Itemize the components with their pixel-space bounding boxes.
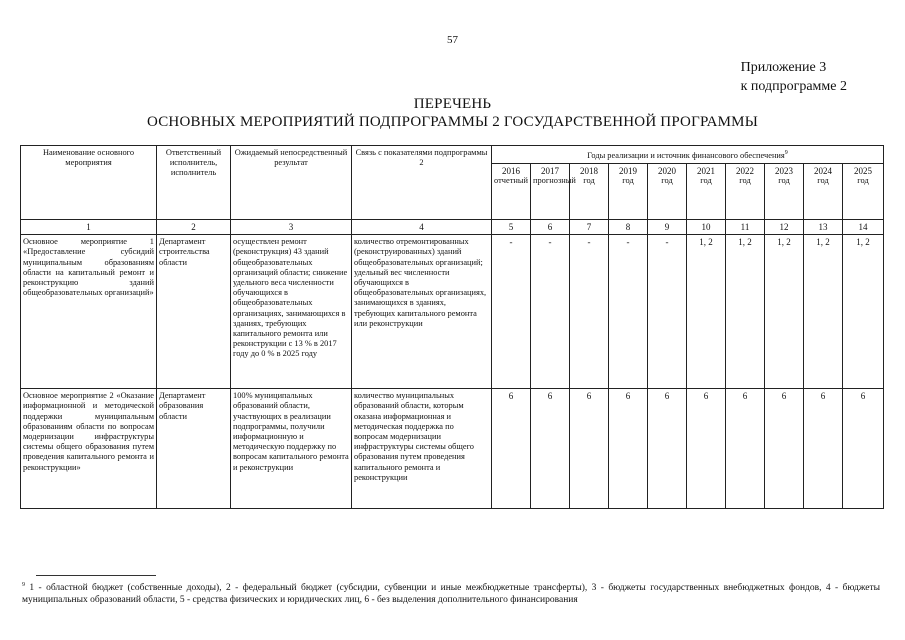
funding-source-cell: 6 bbox=[726, 389, 765, 509]
measures-table bbox=[20, 145, 884, 509]
column-number: 13 bbox=[804, 220, 843, 235]
footnote-ref: 9 bbox=[784, 150, 788, 156]
year-header bbox=[570, 164, 609, 220]
funding-source-cell: - bbox=[648, 235, 687, 389]
year-header bbox=[531, 164, 576, 220]
column-number: 12 bbox=[765, 220, 804, 235]
header-row bbox=[21, 146, 884, 164]
funding-source-cell: 1, 2 bbox=[726, 235, 765, 389]
funding-source-cell: 6 bbox=[804, 389, 843, 509]
document-title bbox=[0, 95, 905, 131]
year-label: 2024 bbox=[814, 166, 832, 176]
funding-source-cell: 1, 2 bbox=[843, 235, 884, 389]
year-sublabel: год bbox=[622, 176, 634, 186]
footnote-divider bbox=[36, 575, 156, 576]
header-years-group-text: Годы реализации и источник финансового обеспечения bbox=[587, 150, 785, 160]
funding-source-cell: 6 bbox=[687, 389, 726, 509]
header-result: Ожидаемый непосредственный результат bbox=[231, 146, 352, 220]
year-label: 2018 bbox=[580, 166, 598, 176]
column-number: 7 bbox=[570, 220, 609, 235]
funding-source-cell: 6 bbox=[570, 389, 609, 509]
footnote-text: 1 - областной бюджет (собственные доходы), 2 - федеральный бюджет (субсидии, субвенции и иные межбюджетные трансферты), 3 - бюджеты государственных внебюджетных фондов, 4 - бюджеты муниципальных образований области, 5 - средства физических и юридических лиц, 6 - без выделения дополнительного финансирования bbox=[22, 583, 881, 606]
funding-source-cell: 6 bbox=[609, 389, 648, 509]
indicator-link-cell: количество муниципальных образований области, которым оказана информационная и методическая поддержка по вопросам модернизации инфраструктуры системы общего образования путем проведения капитального ремонта и реконструкции bbox=[352, 389, 492, 509]
table-row bbox=[21, 235, 884, 389]
column-number: 4 bbox=[352, 220, 492, 235]
year-header bbox=[687, 164, 726, 220]
funding-source-cell: 1, 2 bbox=[804, 235, 843, 389]
column-number: 14 bbox=[843, 220, 884, 235]
responsible-cell: Департамент образования области bbox=[157, 389, 231, 509]
year-header bbox=[765, 164, 804, 220]
year-sublabel: год bbox=[817, 176, 829, 186]
year-label: 2016 bbox=[502, 166, 520, 176]
year-header bbox=[726, 164, 765, 220]
indicator-link-cell: количество отремонтированных (реконструированных) зданий общеобразовательных организаций; удельный вес численности обучающихся в общеобразовательных организациях, занимающихся в зданиях, требующих капитального ремонта или реконструкции bbox=[352, 235, 492, 389]
year-sublabel: год bbox=[700, 176, 712, 186]
year-header bbox=[804, 164, 843, 220]
table-row bbox=[21, 389, 884, 509]
year-label: 2023 bbox=[775, 166, 793, 176]
column-number: 2 bbox=[157, 220, 231, 235]
column-number: 8 bbox=[609, 220, 648, 235]
footnote bbox=[22, 579, 880, 606]
funding-source-cell: 6 bbox=[765, 389, 804, 509]
column-number: 1 bbox=[21, 220, 157, 235]
appendix-line-2: к подпрограмме 2 bbox=[740, 79, 847, 94]
year-sublabel: год bbox=[778, 176, 790, 186]
funding-source-cell: 6 bbox=[492, 389, 531, 509]
year-sublabel: год bbox=[661, 176, 673, 186]
column-number: 9 bbox=[648, 220, 687, 235]
footnote-marker: 9 bbox=[22, 582, 25, 588]
header-name: Наименование основного мероприятия bbox=[21, 146, 157, 220]
title-line-1: ПЕРЕЧЕНЬ bbox=[413, 96, 492, 112]
column-number: 5 bbox=[492, 220, 531, 235]
funding-source-cell: - bbox=[570, 235, 609, 389]
year-label: 2025 bbox=[854, 166, 873, 176]
year-header bbox=[492, 164, 531, 220]
column-number: 10 bbox=[687, 220, 726, 235]
year-label: 2022 bbox=[736, 166, 754, 176]
year-header bbox=[843, 164, 884, 220]
column-number: 3 bbox=[231, 220, 352, 235]
funding-source-cell: 6 bbox=[648, 389, 687, 509]
funding-source-cell: 6 bbox=[843, 389, 884, 509]
measure-name-cell: Основное мероприятие 1 «Предоставление субсидий муниципальным образованиям области на капитальный ремонт и реконструкцию зданий общеобразовательных организаций» bbox=[21, 235, 157, 389]
column-numbers-row bbox=[21, 220, 884, 235]
year-label: 2021 bbox=[697, 166, 715, 176]
funding-source-cell: 1, 2 bbox=[687, 235, 726, 389]
header-responsible: Ответственный исполнитель, исполнитель bbox=[157, 146, 231, 220]
appendix-line-1: Приложение 3 bbox=[740, 60, 827, 75]
header-link: Связь с показателями подпрограммы 2 bbox=[352, 146, 492, 220]
year-sublabel: год bbox=[739, 176, 751, 186]
year-sublabel: год bbox=[583, 176, 595, 186]
responsible-cell: Департамент строительства области bbox=[157, 235, 231, 389]
year-sublabel: прогнозный bbox=[533, 176, 576, 186]
column-number: 11 bbox=[726, 220, 765, 235]
year-label: 2017 bbox=[541, 166, 559, 176]
measure-name-cell: Основное мероприятие 2 «Оказание информационной и методической поддержки муниципальным образованиям области по вопросам модернизации инфраструктуры системы общего образования путем проведения капитального ремонта и реконструкции» bbox=[21, 389, 157, 509]
year-header bbox=[609, 164, 648, 220]
title-line-2: ОСНОВНЫХ МЕРОПРИЯТИЙ ПОДПРОГРАММЫ 2 ГОСУДАРСТВЕННОЙ ПРОГРАММЫ bbox=[147, 114, 758, 130]
column-number: 6 bbox=[531, 220, 570, 235]
page-number: 57 bbox=[447, 34, 458, 46]
funding-source-cell: - bbox=[609, 235, 648, 389]
header-years-group bbox=[492, 146, 884, 164]
year-sublabel: год bbox=[857, 176, 869, 186]
year-label: 2020 bbox=[658, 166, 676, 176]
funding-source-cell: - bbox=[531, 235, 570, 389]
funding-source-cell: 6 bbox=[531, 389, 570, 509]
year-label: 2019 bbox=[619, 166, 637, 176]
year-sublabel: отчетный bbox=[494, 176, 528, 186]
appendix-label bbox=[741, 58, 847, 96]
funding-source-cell: 1, 2 bbox=[765, 235, 804, 389]
result-cell: осуществлен ремонт (реконструкция) 43 зданий общеобразовательных организаций области; снижение удельного веса численности обучающихся в общеобразовательных организациях, занимающихся в зданиях, требующих капитального ремонта или реконструкции с 13 % в 2017 году до 0 % в 2025 году bbox=[231, 235, 352, 389]
table-body bbox=[21, 220, 884, 509]
year-header bbox=[648, 164, 687, 220]
funding-source-cell: - bbox=[492, 235, 531, 389]
result-cell: 100% муниципальных образований области, участвующих в реализации подпрограммы, получили информационную и методическую поддержку по вопросам капитального ремонта и реконструкции bbox=[231, 389, 352, 509]
